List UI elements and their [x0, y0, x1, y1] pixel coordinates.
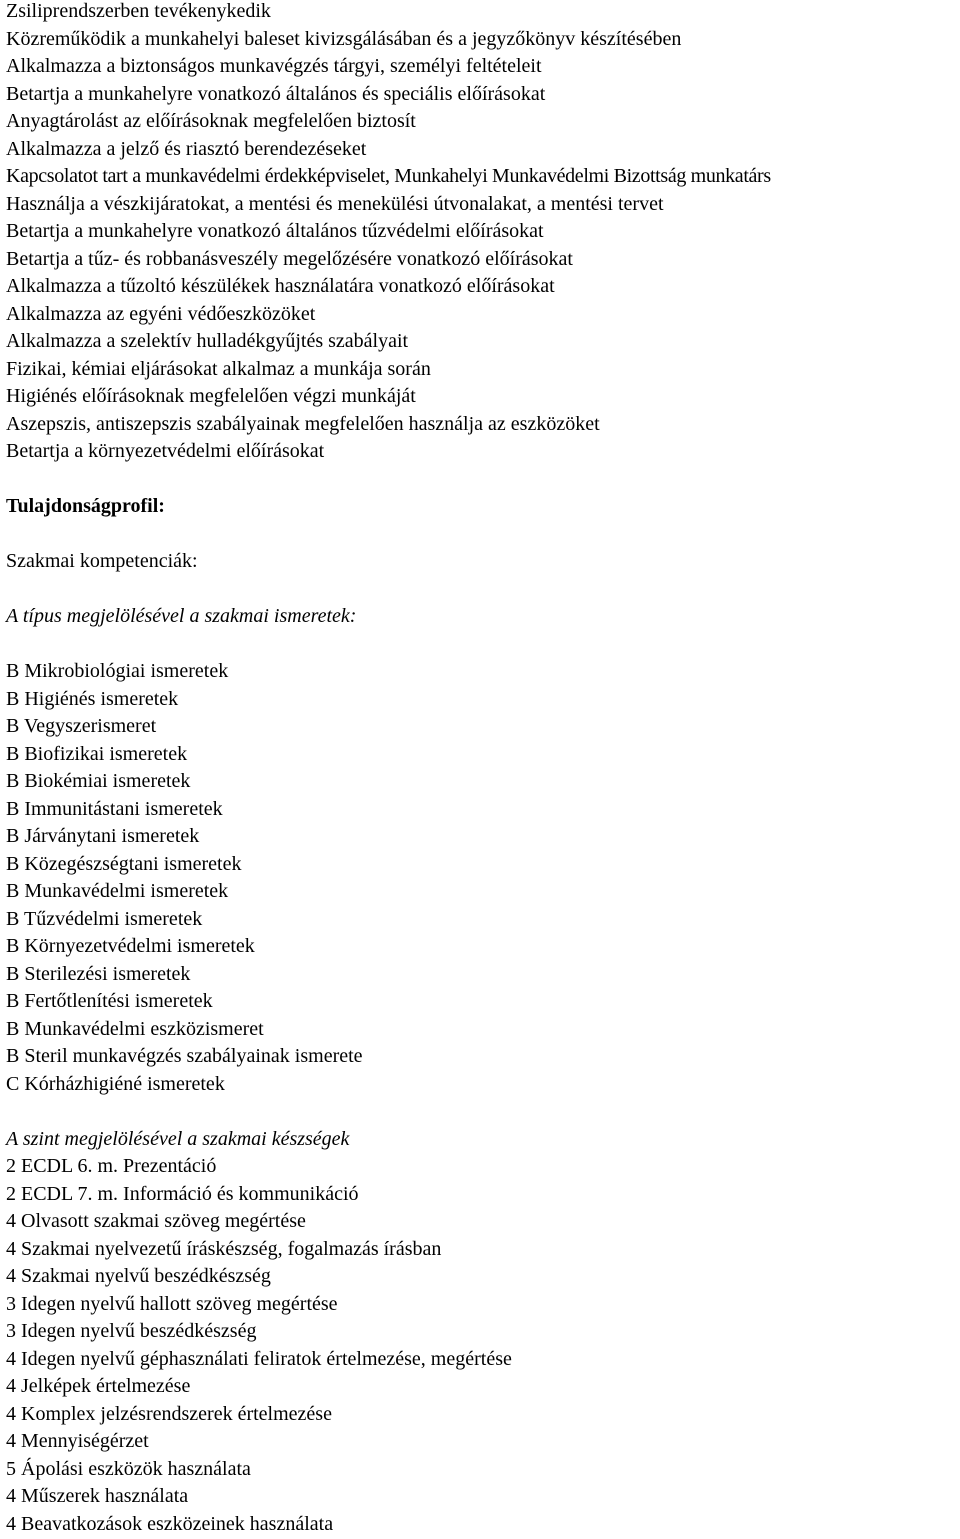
activity-item: Alkalmazza a szelektív hulladékgyűjtés szabályait: [6, 330, 409, 352]
activity-item: Alkalmazza az egyéni védőeszközöket: [6, 302, 316, 325]
skill-item: [6, 1483, 960, 1511]
knowledge-item: [6, 851, 960, 879]
activity-item: Használja a vészkijáratokat, a mentési és menekülési útvonalakat, a mentési tervet: [6, 192, 664, 215]
skill-level: 3: [6, 1320, 16, 1342]
knowledge-type-code: B: [6, 962, 20, 985]
knowledge-name: Munkavédelmi ismeretek: [24, 880, 229, 902]
knowledge-name: Fertőtlenítési ismeretek: [24, 990, 213, 1012]
spacer: [6, 521, 960, 549]
knowledge-item: [6, 741, 960, 769]
skill-name: Idegen nyelvű géphasználati feliratok értelmezése, megértése: [21, 1347, 512, 1370]
knowledge-item: [6, 686, 960, 714]
skill-name: Olvasott szakmai szöveg megértése: [21, 1210, 306, 1232]
knowledge-item: [6, 796, 960, 824]
skill-level: 5: [6, 1457, 16, 1480]
skill-level: 4: [6, 1430, 16, 1452]
skill-level: 2: [6, 1155, 16, 1177]
activity-item: Betartja a környezetvédelmi előírásokat: [6, 440, 325, 462]
knowledge-type-code: B: [6, 770, 20, 792]
spacer: [6, 576, 960, 604]
skill-name: Szakmai nyelvű beszédkészség: [21, 1265, 271, 1287]
activity-item: Anyagtárolást az előírásoknak megfelelően biztosít: [6, 110, 416, 132]
spacer: [6, 466, 960, 494]
knowledge-name: Közegészségtani ismeretek: [24, 852, 242, 875]
knowledge-item: [6, 988, 960, 1016]
skills-list: [6, 1153, 960, 1538]
knowledge-type-code: B: [6, 990, 20, 1012]
skill-level: 4: [6, 1402, 16, 1425]
activity-item: Betartja a munkahelyre vonatkozó általános tűzvédelmi előírásokat: [6, 220, 544, 242]
skill-item: [6, 1401, 960, 1429]
knowledge-item: [6, 768, 960, 796]
profile-heading: Tulajdonságprofil:: [6, 495, 165, 517]
skill-item: [6, 1263, 960, 1291]
knowledge-item: [6, 658, 960, 686]
activity-list: [6, 0, 960, 466]
skill-name: Szakmai nyelvezetű íráskészség, fogalmazás írásban: [21, 1237, 442, 1260]
knowledge-type-code: B: [6, 852, 20, 875]
skill-name: Műszerek használata: [21, 1485, 189, 1507]
skill-name: Idegen nyelvű hallott szöveg megértése: [21, 1292, 338, 1315]
knowledge-type-code: B: [6, 715, 20, 737]
skill-level: 4: [6, 1375, 16, 1397]
activity-item: Zsiliprendszerben tevékenykedik: [6, 0, 271, 22]
knowledge-item: [6, 878, 960, 906]
skill-item: [6, 1428, 960, 1456]
skill-name: Ápolási eszközök használata: [21, 1457, 251, 1480]
knowledge-item: [6, 1016, 960, 1044]
knowledge-list: [6, 658, 960, 1098]
activity-item: Betartja a munkahelyre vonatkozó általános és speciális előírásokat: [6, 82, 546, 105]
knowledge-name: Kórházhigiéné ismeretek: [24, 1072, 225, 1095]
knowledge-item: [6, 823, 960, 851]
knowledge-name: Steril munkavégzés szabályainak ismerete: [24, 1045, 363, 1067]
skill-item: [6, 1236, 960, 1264]
knowledge-type-code: B: [6, 660, 20, 682]
skill-item: [6, 1208, 960, 1236]
competencies-heading: Szakmai kompetenciák:: [6, 550, 198, 572]
skill-level: 4: [6, 1512, 16, 1535]
spacer: [6, 1098, 960, 1126]
knowledge-type-code: B: [6, 1017, 20, 1040]
activity-item: Betartja a tűz- és robbanásveszély megelőzésére vonatkozó előírásokat: [6, 247, 573, 270]
knowledge-type-code: B: [6, 907, 20, 930]
skill-item: [6, 1511, 960, 1539]
skill-item: [6, 1318, 960, 1346]
skills-heading: A szint megjelölésével a szakmai készségek: [6, 1127, 350, 1150]
knowledge-type-code: C: [6, 1072, 20, 1095]
knowledge-type-code: B: [6, 797, 20, 820]
activity-item: Közreműködik a munkahelyi baleset kivizsgálásában és a jegyzőkönyv készítésében: [6, 27, 682, 50]
spacer: [6, 631, 960, 659]
activity-item: Alkalmazza a tűzoltó készülékek használatára vonatkozó előírásokat: [6, 275, 555, 297]
skill-item: [6, 1346, 960, 1374]
skill-item: [6, 1291, 960, 1319]
skill-name: Jelképek értelmezése: [21, 1375, 191, 1397]
knowledge-name: Biofizikai ismeretek: [24, 742, 188, 765]
skill-level: 4: [6, 1210, 16, 1232]
skill-level: 2: [6, 1182, 16, 1205]
knowledge-name: Vegyszerismeret: [23, 715, 157, 737]
knowledge-item: [6, 906, 960, 934]
knowledge-item: [6, 933, 960, 961]
knowledge-item: [6, 1071, 960, 1099]
skill-level: 4: [6, 1265, 16, 1287]
knowledge-item: [6, 961, 960, 989]
knowledge-name: Munkavédelmi eszközismeret: [24, 1017, 264, 1040]
knowledge-heading: A típus megjelölésével a szakmai ismeretek:: [6, 605, 357, 627]
skill-name: Idegen nyelvű beszédkészség: [21, 1320, 257, 1342]
knowledge-type-code: B: [6, 1045, 20, 1067]
knowledge-item: [6, 1043, 960, 1071]
skill-level: 4: [6, 1347, 16, 1370]
skill-item: [6, 1373, 960, 1401]
activity-item: Higiénés előírásoknak megfelelően végzi munkáját: [6, 385, 416, 407]
knowledge-type-code: B: [6, 880, 20, 902]
skill-item: [6, 1456, 960, 1484]
knowledge-type-code: B: [6, 825, 20, 847]
knowledge-item: [6, 713, 960, 741]
activity-item: Alkalmazza a jelző és riasztó berendezéseket: [6, 137, 367, 160]
skill-name: Komplex jelzésrendszerek értelmezése: [21, 1402, 332, 1425]
skill-level: 3: [6, 1292, 16, 1315]
skill-name: Mennyiségérzet: [21, 1430, 149, 1452]
activity-item: Kapcsolatot tart a munkavédelmi érdekképviselet, Munkahelyi Munkavédelmi Bizottság munkatárs: [6, 165, 771, 187]
skill-name: Beavatkozások eszközeinek használata: [21, 1512, 334, 1535]
activity-item: Aszepszis, antiszepszis szabályainak megfelelően használja az eszközöket: [6, 412, 600, 435]
skill-item: [6, 1153, 960, 1181]
knowledge-type-code: B: [6, 687, 20, 710]
skill-name: ECDL 6. m. Prezentáció: [21, 1155, 217, 1177]
knowledge-type-code: B: [6, 742, 20, 765]
knowledge-type-code: B: [6, 935, 20, 957]
knowledge-name: Sterilezési ismeretek: [24, 962, 191, 985]
skill-item: [6, 1181, 960, 1209]
knowledge-name: Mikrobiológiai ismeretek: [24, 660, 229, 682]
activity-item: Alkalmazza a biztonságos munkavégzés tárgyi, személyi feltételeit: [6, 55, 542, 77]
knowledge-name: Biokémiai ismeretek: [24, 770, 191, 792]
knowledge-name: Tűzvédelmi ismeretek: [23, 907, 203, 930]
knowledge-name: Környezetvédelmi ismeretek: [24, 935, 255, 957]
skill-level: 4: [6, 1485, 16, 1507]
knowledge-name: Higiénés ismeretek: [24, 687, 179, 710]
activity-item: Fizikai, kémiai eljárásokat alkalmaz a munkája során: [6, 357, 431, 380]
skill-level: 4: [6, 1237, 16, 1260]
knowledge-name: Járványtani ismeretek: [24, 825, 200, 847]
document-page: [6, 0, 960, 1538]
skill-name: ECDL 7. m. Információ és kommunikáció: [21, 1182, 359, 1205]
knowledge-name: Immunitástani ismeretek: [24, 797, 223, 820]
